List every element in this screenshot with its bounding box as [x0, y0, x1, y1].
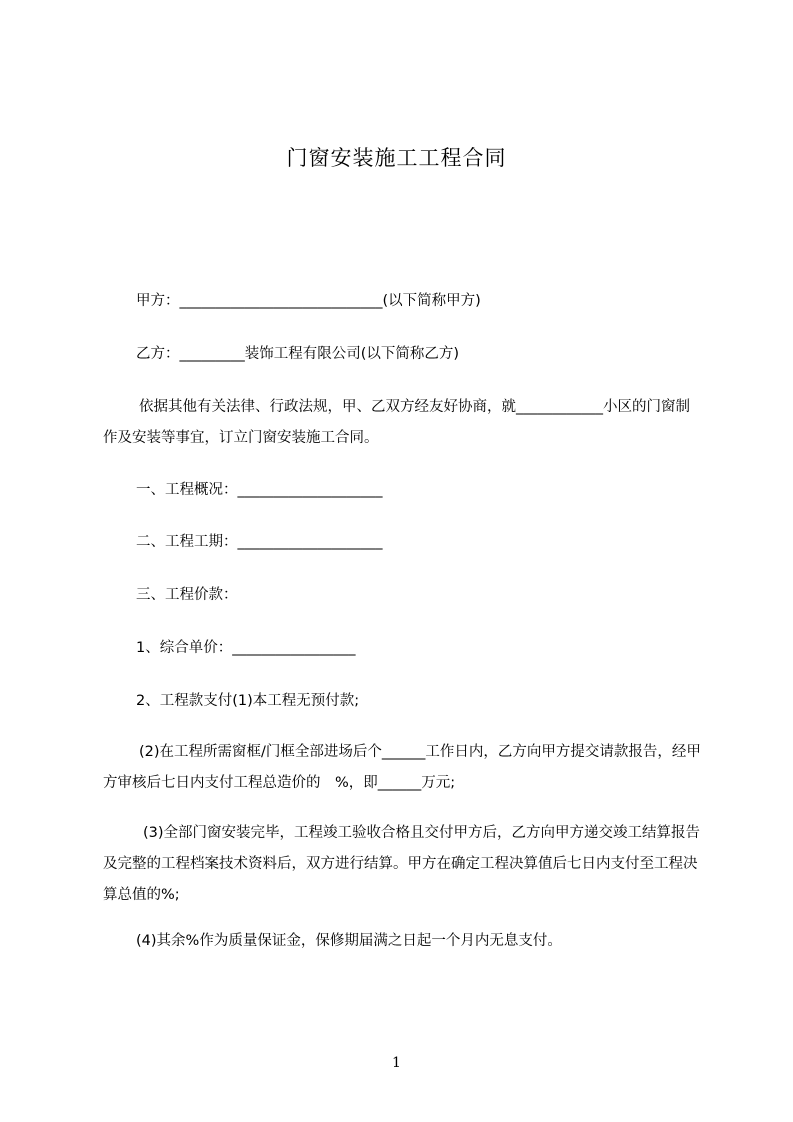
contract-title: 门窗安装施工工程合同: [286, 146, 507, 170]
party-a-line: 甲方：____________________________(以下简称甲方): [136, 293, 481, 309]
item-payment: 2、工程款支付(1)本工程无预付款;: [136, 693, 360, 709]
payment-clause-2: (2)在工程所需窗框/门框全部进场后个______工作日内，乙方向甲方提交请款报告，经甲方审核后七日内支付工程总造价的 %，即______万元;: [103, 744, 701, 791]
payment-clause-3: (3)全部门窗安装完毕，工程竣工验收合格且交付甲方后，乙方向甲方递交竣工结算报告及完整的工程档案技术资料后，双方进行结算。甲方在确定工程决算值后七日内支付至工程决算总值的%;: [103, 825, 701, 903]
payment-clause-4: (4)其余%作为质量保证金，保修期届满之日起一个月内无息支付。: [136, 933, 562, 949]
section-project-overview: 一、工程概况：____________________: [136, 482, 383, 498]
section-project-duration: 二、工程工期：____________________: [136, 534, 383, 550]
preamble-paragraph: 依据其他有关法律、行政法规，甲、乙双方经友好协商，就____________小区的门窗制作及安装等事宜，订立门窗安装施工合同。: [103, 399, 690, 446]
party-b-line: 乙方：_________装饰工程有限公司(以下简称乙方): [136, 346, 460, 362]
page-number: 1: [392, 1055, 401, 1071]
section-project-price: 三、工程价款：: [136, 587, 238, 603]
item-unit-price: 1、综合单价：_________________: [136, 640, 356, 656]
